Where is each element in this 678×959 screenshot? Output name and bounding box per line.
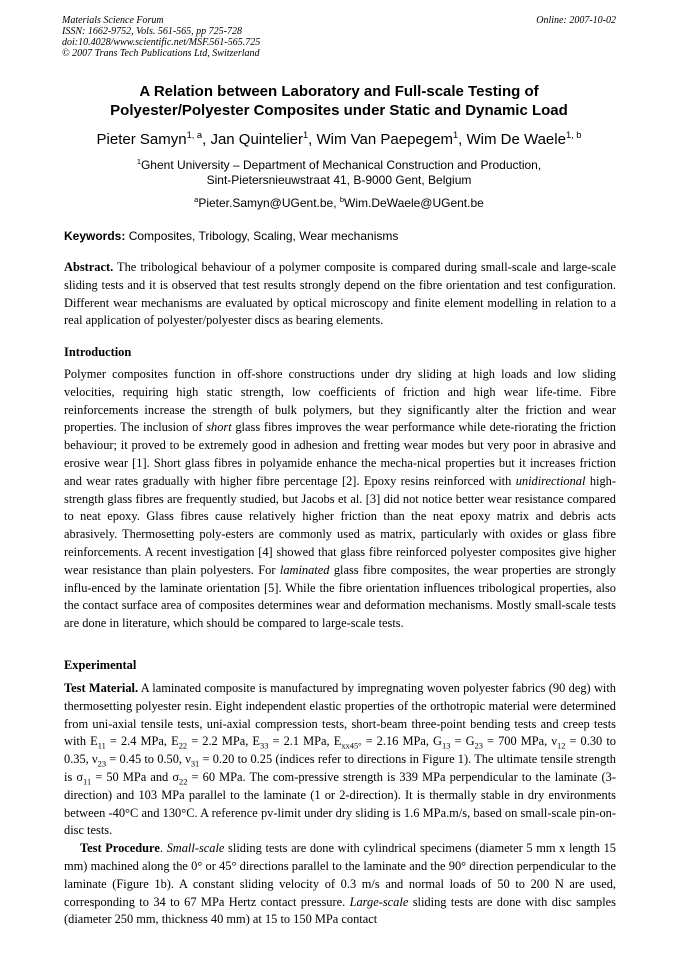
body-text: = 50 MPa and σ — [91, 769, 180, 784]
author-affiliation-mark: 1 — [303, 130, 309, 140]
email-mark: b — [339, 195, 345, 204]
body-text: = 0.20 to 0.25 (indices refer to directions in Figure 1). The ultimate tensile strength is σ — [64, 752, 616, 784]
emphasis-text: laminated — [279, 562, 330, 577]
email-link[interactable]: Wim.DeWaele@UGent.be — [344, 196, 484, 210]
paragraph-label: Test Procedure — [80, 841, 160, 856]
author-name: Wim De Waele — [466, 131, 566, 148]
author-name: Wim Van Paepegem — [316, 131, 453, 148]
subscript: 11 — [97, 740, 106, 751]
subscript: xx45° — [341, 740, 362, 751]
emphasis-text: Small-scale — [166, 841, 225, 856]
copyright-line: © 2007 Trans Tech Publications Ltd, Switzerland — [62, 48, 260, 59]
subscript: 22 — [178, 740, 188, 751]
section-heading-experimental: Experimental — [64, 658, 137, 672]
body-text: . — [159, 841, 167, 856]
title-line-1: A Relation between Laboratory and Full-scale Testing of — [139, 83, 539, 100]
body-text: = 2.4 MPa, E — [105, 734, 179, 749]
body-text: = 2.1 MPa, E — [268, 734, 342, 749]
subscript: 23 — [474, 740, 483, 751]
emphasis-text: short — [206, 420, 232, 435]
abstract — [64, 259, 616, 330]
author-name: Pieter Samyn — [96, 131, 187, 148]
author-name: Jan Quintelier — [210, 131, 303, 148]
email-mark: a — [194, 195, 199, 204]
abstract-label: Abstract. — [64, 260, 114, 274]
body-text: = G — [450, 734, 475, 749]
paper-title — [40, 82, 638, 120]
keywords-text: Composites, Tribology, Scaling, Wear mechanisms — [125, 229, 399, 243]
email-link[interactable]: Pieter.Samyn@UGent.be, — [198, 196, 340, 210]
body-text: = 700 MPa, ν — [482, 734, 557, 749]
subscript: 33 — [260, 740, 269, 751]
title-line-2: Polyester/Polyester Composites under Static and Dynamic Load — [110, 102, 568, 119]
body-text: glass fibres improves the wear performance while dete-riorating the friction behaviour; it proved to be extremely good in adhesion and fretting wear modes but very poor in abrasive and erosive wear [1]. Short glass fibres in polyamide enhance the mecha-nical properties but it increases friction and wear rates gradually with higher fibre percentage [2]. Epoxy resins reinforced with — [64, 420, 617, 488]
affiliation — [40, 158, 638, 188]
body-text: Polymer composites function in off-shore constructions under dry sliding at high loads and low sliding velocities, requiring high static strength, low coefficients of friction and high wear life-time. Fibre reinforcements increase the strength of bulk polymers, but they significantly alter the friction and wear properties. The inclusion of — [64, 367, 616, 435]
affiliation-line-1: Ghent University – Department of Mechanical Construction and Production, — [140, 158, 542, 172]
emphasis-text: unidirectional — [515, 473, 586, 488]
subscript: 31 — [190, 758, 200, 769]
affiliation-mark: 1 — [136, 157, 141, 166]
affiliation-line-2: Sint-Pietersnieuwstraat 41, B-9000 Gent, Belgium — [206, 173, 472, 187]
experimental-section — [64, 680, 616, 929]
body-text: glass fibre composites, the wear properties are strongly influ-enced by the laminate orientation [5]. While the fibre orientation influences tribological properties, also the contact surface area of composites determines wear and deformation mechanisms. Mostly small-scale tests are done in literature, which should be compared to large-scale tests. — [64, 562, 617, 631]
issn-line: ISSN: 1662-9752, Vols. 561-565, pp 725-728 — [62, 26, 242, 37]
author-affiliation-mark: 1, b — [565, 130, 582, 140]
body-text: sliding tests are done with cylindrical specimens (diameter 5 mm x length 15 mm) machined along the 0° or 45° directions parallel to the laminate and the 90° direction perpendicular to the laminate (Figure 1b). A constant sliding velocity of 0.3 m/s and normal loads of 50 to 200 N are used, corresponding to 34 to 67 MPa Hertz contact pressure. — [64, 841, 616, 909]
author-affiliation-mark: 1 — [452, 130, 459, 140]
body-text: = 2.16 MPa, G — [361, 734, 442, 749]
introduction-paragraph — [64, 366, 616, 633]
author-emails — [40, 196, 638, 211]
author-separator: , — [458, 131, 467, 148]
paragraph-label: Test Material. — [64, 681, 139, 695]
keywords — [64, 229, 616, 244]
author-list — [20, 131, 658, 149]
subscript: 23 — [97, 758, 107, 769]
online-date: Online: 2007-10-02 — [536, 15, 616, 26]
body-text: sliding tests are done with disc samples (diameter 250 mm, thickness 40 mm) at 15 to 150 MPa contact — [64, 894, 616, 927]
subscript: 11 — [83, 776, 92, 787]
test-material-paragraph — [64, 680, 616, 840]
journal-header — [62, 15, 616, 59]
body-text: = 2.2 MPa, E — [187, 734, 260, 749]
doi-line: doi:10.4028/www.scientific.net/MSF.561-565.725 — [62, 37, 261, 48]
author-separator: , — [202, 131, 211, 148]
emphasis-text: Large-scale — [349, 894, 409, 909]
abstract-text: The tribological behaviour of a polymer composite is compared during small-scale and large-scale sliding tests and it is observed that test results strongly depend on the fibre orientation and test configuration. Different wear mechanisms are evaluated by optical microscopy and finite element modelling in relation to a real application of polyester/polyester discs as bearing elements. — [64, 260, 616, 328]
body-text: = 0.45 to 0.50, ν — [106, 752, 191, 767]
subscript: 13 — [442, 740, 451, 751]
body-text: = 60 MPa. The com-pressive strength is 339 MPa perpendicular to the laminate (3-direction) and 103 MPa parallel to the laminate (1 or 2-direction). It is thermally stable in dry environments between -40°C and 130°C. A reference pv-limit under dry sliding is 1.6 MPa.m/s, based on small-scale pin-on-disc tests. — [64, 769, 616, 838]
keywords-label: Keywords: — [64, 229, 126, 243]
author-separator: , — [308, 131, 317, 148]
subscript: 12 — [556, 740, 566, 751]
section-heading-introduction: Introduction — [64, 345, 132, 359]
subscript: 22 — [179, 776, 188, 787]
body-text: = 0.30 to 0.35, ν — [64, 734, 616, 767]
body-text: high-strength glass fibres are frequently studied, but Jacobs et al. [3] did not notice better wear resistance compared to neat epoxy. Glass fibres cause relatively higher friction than the neat epoxy matrix and debris acts abrasively. Thermosetting poly-esters are commonly used as matrix, particularly with oxides or glass fibre reinforcements. A recent investigation [4] showed that glass fibre reinforced polyester composites give higher wear resistance than plain polyesters. For — [64, 473, 616, 577]
body-text: A laminated composite is manufactured by impregnating woven polyester fabrics (90 deg) with thermosetting polyester resin. Eight independent elastic properties of the orthotropic material were determined from uni-axial tensile tests, uni-axial compression tests, short-beam three-point bending tests and creep tests with E — [64, 681, 616, 749]
test-procedure-paragraph — [64, 840, 616, 929]
author-affiliation-mark: 1, a — [186, 130, 203, 140]
journal-name: Materials Science Forum — [62, 15, 164, 26]
